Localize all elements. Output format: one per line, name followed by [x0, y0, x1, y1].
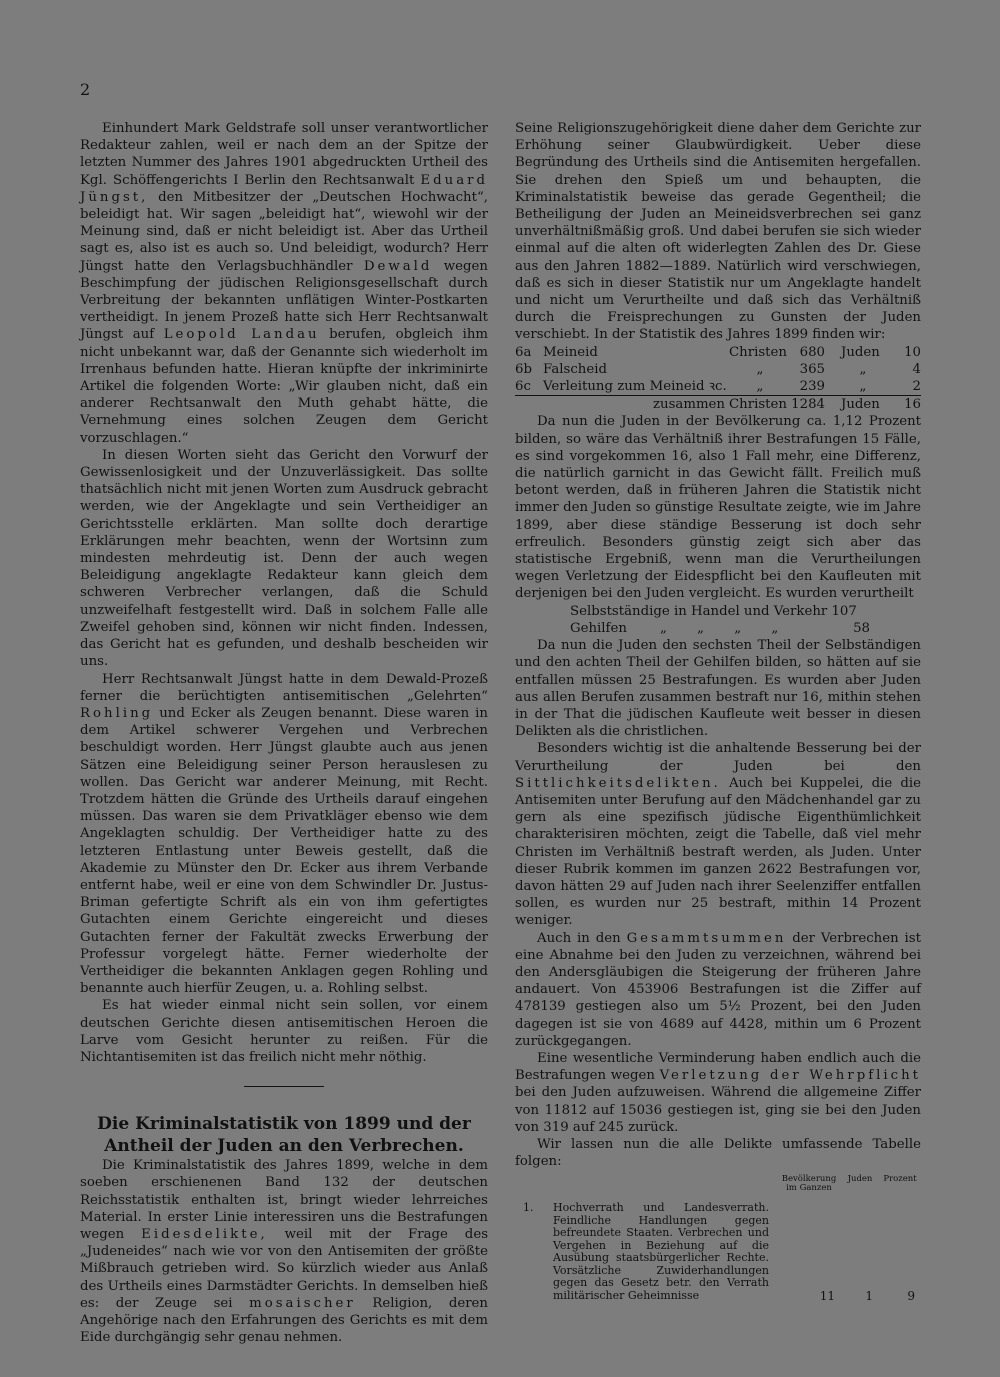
paragraph: Einhundert Mark Geldstrafe soll unser verantwortlicher Redakteur zahlen, weil er nach dem an der Spitze der letzten Nummer des Jahres 1901 abgedruckten Urtheil des Kgl. Schöffengerichts I Berlin den Rechtsanwalt Eduard Jüngst, den Mitbesitzer der „Deutschen Hochwacht“, beleidigt hat. Wir sagen „beleidigt hat“, wiewohl wir der Meinung sind, daß er nicht beleidigt ist. Aber das Urtheil sagt es, also ist es auch so. Und beleidigt, wodurch? Herr Jüngst hatte den Verlagsbuchhändler Dewald wegen Beschimpfung der jüdischen Religionsgesellschaft durch Verbreitung der bekannten unflätigen Winter-Postkarten vertheidigt. In jenem Prozeß hatte sich Herr Rechtsanwalt Jüngst auf Leopold Landau berufen, obgleich ihm nicht unbekannt war, daß der Genannte sich wiederholt im Irrenhaus befunden hatte. Hieran knüpfte der inkriminirte Artikel die folgenden Worte: „Wir glauben nicht, daß ein anderer Rechtsanwalt den Muth gehabt hätte, die Vernehmung eines solchen Zeugen dem Gericht vorzuschlagen.“	[80, 121, 489, 446]
right-column	[515, 120, 921, 1302]
table-header-row	[515, 1174, 921, 1194]
emphasized-name: Eduard Jüngst,	[80, 172, 488, 205]
paragraph: Auch in den Gesammtsummen der Verbrechen ist eine Abnahme bei den Juden zu verzeichnen, während bei den Andersgläubigen die Steigerung der früheren Jahre andauert. Von 453906 Bestrafungen ist die Ziffer auf 478139 gestiegen also um 5½ Prozent, bei den Juden dagegen ist sie von 4689 auf 4428, mithin um 6 Prozent zurückgegangen.	[515, 930, 921, 1049]
paragraph: Herr Rechtsanwalt Jüngst hatte in dem Dewald-Prozeß ferner die berüchtigten antisemitischen „Gelehrten“ Rohling und Ecker als Zeugen benannt. Diese waren in dem Artikel schwerer Vergehen und Verbrechen beschuldigt worden. Herr Jüngst glaubte auch aus jenen Sätzen eine Beleidigung seiner Person herauslesen zu wollen. Das Gericht war anderer Meinung, mit Recht. Trotzdem hätten die Gründe des Urtheils darauf eingehen müssen. Das waren sie dem Privatkläger ebenso wie dem Angeklagten schuldig. Der Vertheidiger hatte zu des letzteren Entlastung unter Beweis gestellt, daß die Akademie zu Münster den Dr. Ecker aus ihrem Verbande entfernt habe, weil er eine von dem Schwindler Dr. Justus-Briman gefertigte Schrift als ein von ihm gefertigtes Gutachten einem Gerichte eingereicht und dieses Gutachten ferner der Fakultät zwecks Erwerbung der Professur vorgelegt hätte. Ferner wiederholte der Vertheidiger die bekannten Anklagen gegen Rohling und benannte auch hierfür Zeugen, u. a. Rohling selbst.	[80, 671, 488, 997]
page-number: 2	[80, 80, 91, 99]
table-row: 6b Falscheid „ 365 „ 4	[515, 361, 921, 377]
table-sum-row: zusammen Christen 1284 Juden 16	[515, 396, 921, 414]
paragraph: Besonders wichtig ist die anhaltende Besserung bei der Verurtheilung der Juden bei den Sittlichkeitsdelikten. Auch bei Kuppelei, die die Antisemiten unter Berufung auf den Mädchenhandel gar zu gern als eine spezifisch jüdische Eigenthümlichkeit charakterisiren möchten, zeigt die Tabelle, daß viel mehr Christen im Verhältniß bestraft werden, als Juden. Unter dieser Rubrik kommen im ganzen 2622 Bestrafungen vor, davon hätten 29 auf Juden nach ihrer Seelenziffer entfallen sollen, es wurden nur 25 bestraft, mithin 14 Prozent weniger.	[515, 741, 921, 929]
table-row: 6a Meineid Christen 680 Juden 10	[515, 344, 921, 360]
emphasized-term: Gesammtsummen	[626, 930, 787, 946]
emphasized-term: Verletzung der Wehrpflicht	[659, 1068, 922, 1084]
paragraph: Wir lassen nun die alle Delikte umfassende Tabelle folgen:	[515, 1136, 921, 1170]
column-header: Prozent	[883, 1174, 917, 1185]
column-header: Juden	[847, 1174, 873, 1185]
article-title: Die Kriminalstatistik von 1899 und der Antheil der Juden an den Verbrechen.	[97, 1114, 471, 1157]
emphasized-name: Dewald	[363, 258, 433, 274]
emphasized-name: Rohling	[80, 705, 154, 721]
paragraph: Da nun die Juden den sechsten Theil der Selbständigen und den achten Theil der Gehilfen bilden, so hätten auf sie entfallen müssen 25 Bestrafungen. Es wurden aber Juden aus allen Berufen zusammen bestraft nur 16, mithin stehen in der That die jüdischen Kaufleute weit besser in diesen Delikten als die christlichen.	[515, 638, 921, 740]
emphasized-term: Sittlichkeitsdelikten.	[515, 775, 721, 791]
paragraph: Seine Religionszugehörigkeit diene daher dem Gerichte zur Erhöhung seiner Glaubwürdigkeit. Ueber diese Begründung des Urtheils sind die Antisemiten hergefallen. Sie drehen den Spieß um und behaupten, die Kriminalstatistik beweise das gerade Gegentheil; die Betheiligung der Juden an Meineidsverbrechen sei ganz unverhältnißmäßig groß. Und dabei berufen sie sich wieder einmal auf die alten oft widerlegten Zahlen des Dr. Giese aus den Jahren 1882—1889. Natürlich wird verschwiegen, daß es sich in dieser Statistik nur um Angeklagte handelt und nicht um Verurtheilte und daß sich das Verhältniß durch die Freisprechungen zu Gunsten der Juden verschiebt. In der Statistik des Jahres 1899 finden wir:	[515, 121, 921, 343]
merchant-statistics	[515, 603, 921, 637]
table-row: 6c Verleitung zum Meineid ꝛc. „ 239 „ 2	[515, 379, 921, 395]
perjury-statistics-table	[515, 344, 921, 414]
column-header: Bevölkerung im Ganzen	[781, 1174, 837, 1194]
paragraph: Eine wesentliche Verminderung haben endlich auch die Bestrafungen wegen Verletzung der Wehrpflicht bei den Juden aufzuweisen. Während die allgemeine Ziffer von 11812 auf 15036 gestiegen ist, ging sie bei den Juden von 319 auf 245 zurück.	[515, 1050, 922, 1135]
stat-line: Gehilfen „ „ „ „ 58	[570, 620, 870, 636]
stat-line: Selbstständige in Handel und Verkehr 107	[570, 603, 857, 619]
paragraph: Die Kriminalstatistik des Jahres 1899, welche in dem soeben erschienenen Band 132 der deutschen Reichsstatistik enthalten ist, bringt wieder lehrreiches Material. In erster Linie interessiren uns die Bestrafungen wegen Eidesdelikte, weil mit der Frage des „Judeneides“ nach wie vor von den Antisemiten der größte Mißbrauch getrieben wird. So kürzlich wieder aus Anlaß des Urtheils eines Darmstädter Gerichts. In demselben hieß es: der Zeuge sei mosaischer Religion, deren Angehörige nach den Erfahrungen des Gerichts es mit dem Eide durchgängig sehr genau nehmen.	[80, 1158, 489, 1346]
emphasized-name: Leopold Landau	[163, 327, 320, 343]
paragraph: Da nun die Juden in der Bevölkerung ca. 1,12 Prozent bilden, so wäre das Verhältniß ihrer Bestrafungen 15 Fälle, es sind vorgekommen 16, also 1 Fall mehr, eine Differenz, die natürlich garnicht in das Gewicht fällt. Freilich muß betont werden, daß in früheren Jahren die Statistik nicht immer den Juden so günstige Resultate zeigte, wie im Jahre 1899, aber diese ständige Besserung ist doch sehr erfreulich. Besonders günstig zeigt sich aber das statistische Ergebniß, wenn man die Verurtheilungen wegen Verletzung der Eidespflicht bei den Kaufleuten mit derjenigen bei den Juden vergleicht. Es wurden verurtheilt	[515, 414, 921, 602]
left-column	[80, 120, 488, 1346]
table-row: 1. Hochverrath und Landesverrath. Feindliche Handlungen gegen befreundete Staaten. Verbrechen und Vergehen in Beziehung auf die Ausübung staatsbürgerlicher Rechte. Vorsätzliche Zuwiderhandlungen gegen das Gesetz betr. den Verrath militärischer Geheimnisse 11 1 9	[523, 1201, 915, 1303]
section-divider	[244, 1086, 324, 1087]
offense-table	[515, 1174, 921, 1302]
paragraph: Es hat wieder einmal nicht sein sollen, vor einem deutschen Gerichte diesen antisemitischen Heroen die Larve vom Gesicht herunter zu reißen. Für die Nichtantisemiten ist das freilich nicht mehr nöthig.	[80, 998, 488, 1065]
emphasized-term: mosaischer	[249, 1295, 356, 1311]
emphasized-term: Eidesdelikte,	[141, 1226, 268, 1242]
paragraph: In diesen Worten sieht das Gericht den Vorwurf der Gewissenlosigkeit und der Unzuverlässigkeit. Das sollte thatsächlich nicht mit jenen Worten zum Ausdruck gebracht werden, wie der Angeklagte und sein Vertheidiger an Gerichtsstelle erklärten. Man sollte doch derartige Erklärungen mehr beachten, wenn der Wortsinn zum mindesten mehrdeutig ist. Denn der auch wegen Beleidigung angeklagte Redakteur kann gleich dem schweren Verbrecher verlangen, daß die Schuld unzweifelhaft festgestellt wird. Daß in solchem Falle alle Zweifel gehoben sind, können wir nicht finden. Indessen, das Gericht hat es gefunden, und deshalb bescheiden wir uns.	[80, 447, 488, 670]
